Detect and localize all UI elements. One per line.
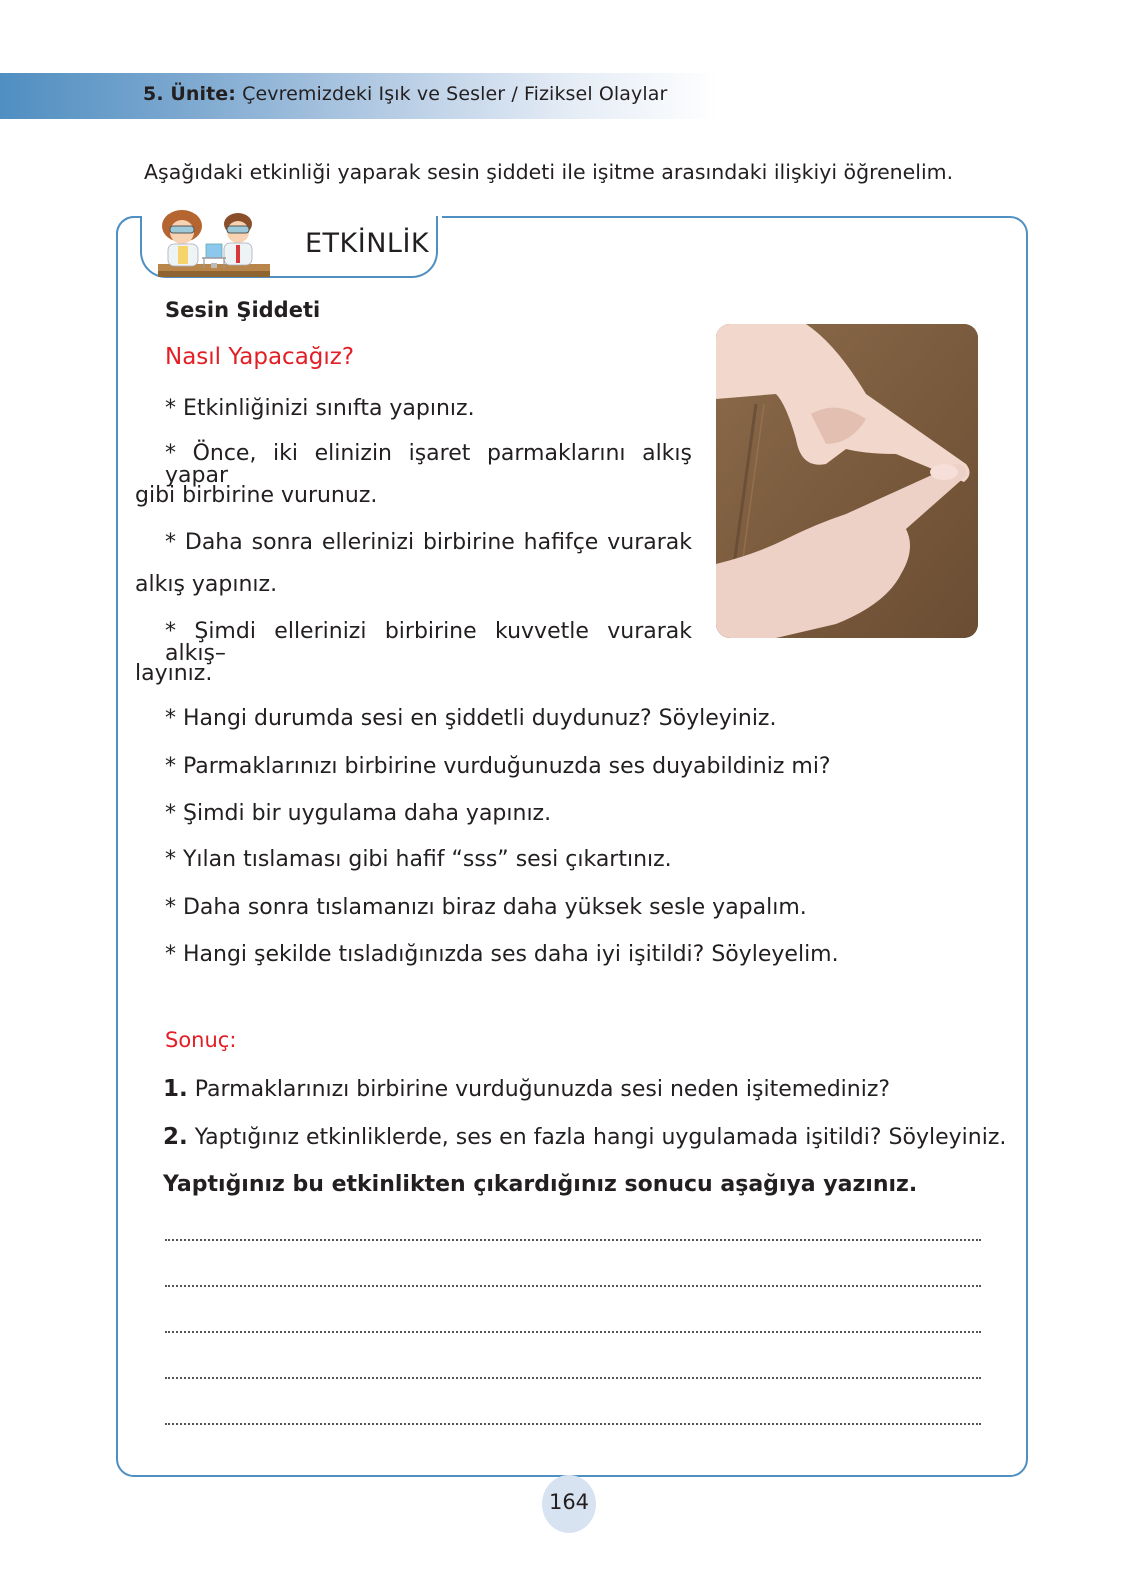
children-science-illustration	[150, 208, 275, 280]
unit-header	[143, 83, 667, 105]
answer-line[interactable]	[165, 1377, 981, 1379]
step-line: * Daha sonra ellerinizi birbirine hafifçe vurarak	[165, 530, 692, 555]
answer-line[interactable]	[165, 1423, 981, 1425]
step-line: gibi birbirine vurunuz.	[135, 483, 378, 508]
step-line: * Yılan tıslaması gibi hafif “sss” sesi çıkartınız.	[165, 847, 672, 872]
step-line: * Etkinliğinizi sınıfta yapınız.	[165, 396, 475, 421]
result-title: Sonuç:	[165, 1028, 237, 1052]
section-title: Sesin Şiddeti	[165, 298, 321, 322]
answer-line[interactable]	[165, 1285, 981, 1287]
answer-line[interactable]	[165, 1331, 981, 1333]
question-2	[163, 1126, 1006, 1149]
step-line: * Parmaklarınızı birbirine vurduğunuzda ses duyabildiniz mi?	[165, 754, 831, 779]
intro-text: Aşağıdaki etkinliği yaparak sesin şiddeti ile işitme arasındaki ilişkiyi öğrenelim.	[144, 160, 954, 184]
hands-photo	[716, 324, 978, 638]
step-line: * Şimdi bir uygulama daha yapınız.	[165, 801, 552, 826]
question-text: Parmaklarınızı birbirine vurduğunuzda sesi neden işitemediniz?	[194, 1077, 891, 1102]
unit-title: Çevremizdeki Işık ve Sesler / Fiziksel Olaylar	[242, 83, 668, 105]
step-line: * Önce, iki elinizin işaret parmaklarını alkış yapar	[165, 441, 692, 488]
hands-fingers-image	[716, 324, 978, 638]
step-line: layınız.	[135, 661, 213, 686]
howto-title: Nasıl Yapacağız?	[165, 344, 355, 370]
step-line: * Daha sonra tıslamanızı biraz daha yüksek sesle yapalım.	[165, 895, 807, 920]
step-line: * Şimdi ellerinizi birbirine kuvvetle vurarak alkış–	[165, 619, 692, 666]
question-number: 1.	[163, 1076, 188, 1102]
question-text: Yaptığınız etkinliklerde, ses en fazla hangi uygulamada işitildi? Söyleyiniz.	[194, 1125, 1007, 1150]
unit-label: 5. Ünite:	[143, 83, 236, 105]
question-1	[163, 1078, 890, 1101]
step-line: alkış yapınız.	[135, 572, 278, 597]
write-instruction: Yaptığınız bu etkinlikten çıkardığınız sonucu aşağıya yazınız.	[163, 1172, 918, 1197]
step-line: * Hangi durumda sesi en şiddetli duydunuz? Söyleyiniz.	[165, 706, 777, 731]
activity-tab-title: ETKİNLİK	[305, 228, 430, 259]
frame-corner	[116, 216, 142, 234]
answer-line[interactable]	[165, 1239, 981, 1241]
step-line: * Hangi şekilde tısladığınızda ses daha iyi işitildi? Söyleyelim.	[165, 942, 839, 967]
page-number: 164	[548, 1490, 590, 1514]
question-number: 2.	[163, 1124, 188, 1150]
